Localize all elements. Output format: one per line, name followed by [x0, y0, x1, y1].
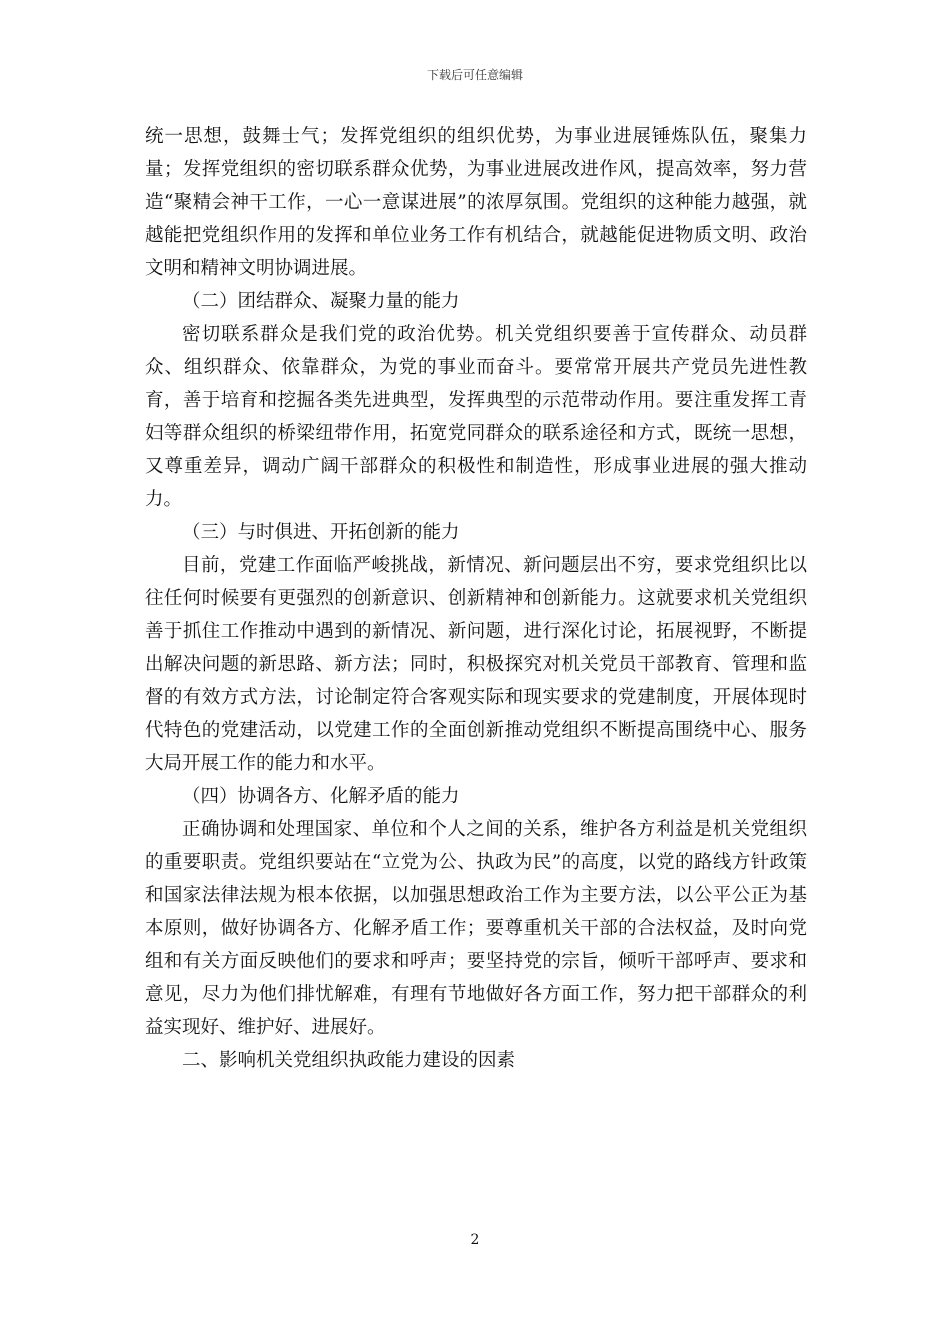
paragraph-2: 密切联系群众是我们党的政治优势。机关党组织要善于宣传群众、动员群众、组织群众、依靠群众，为党的事业而奋斗。要常常开展共产党员先进性教育，善于培育和挖掘各类先进典型，发挥典型的示范带动作用。要注重发挥工青妇等群众组织的桥梁纽带作用，拓宽党同群众的联系途径和方式，既统一思想，又尊重差异，调动广阔干部群众的积极性和制造性，形成事业进展的强大推动力。	[145, 324, 807, 510]
section-heading-4: （四）协调各方、化解矛盾的能力	[182, 786, 460, 807]
page-header: 下载后可任意编辑	[426, 68, 523, 82]
paragraph-4: 正确协调和处理国家、单位和个人之间的关系，维护各方利益是机关党组织的重要职责。党组织要站在“立党为公、执政为民”的高度，以党的路线方针政策和国家法律法规为根本依据，以加强思想政治工作为主要方法，以公平公正为基本原则，做好协调各方、化解矛盾工作；要尊重机关干部的合法权益，及时向党组和有关方面反映他们的要求和呼声；要坚持党的宗旨，倾听干部呼声、要求和意见，尽力为他们排忧解难，有理有节地做好各方面工作，努力把干部群众的利益实现好、维护好、进展好。	[145, 819, 807, 1038]
paragraph-3: 目前，党建工作面临严峻挑战，新情况、新问题层出不穷，要求党组织比以往任何时候要有更强烈的创新意识、创新精神和创新能力。这就要求机关党组织善于抓住工作推动中遇到的新情况、新问题，进行深化讨论，拓展视野，不断提出解决问题的新思路、新方法；同时，积极探究对机关党员干部教育、管理和监督的有效方式方法，讨论制定符合客观实际和现实要求的党建制度，开展体现时代特色的党建活动，以党建工作的全面创新推动党组织不断提高围绕中心、服务大局开展工作的能力和水平。	[145, 555, 807, 774]
paragraph-1: 统一思想，鼓舞士气；发挥党组织的组织优势，为事业进展锤炼队伍，聚集力量；发挥党组织的密切联系群众优势，为事业进展改进作风，提高效率，努力营造“聚精会神干工作，一心一意谋进展”的浓厚氛围。党组织的这种能力越强，就越能把党组织作用的发挥和单位业务工作有机结合，就越能促进物质文明、政治文明和精神文明协调进展。	[145, 126, 807, 279]
section-heading-3: （三）与时俱进、开拓创新的能力	[182, 522, 460, 543]
chapter-heading-2: 二、影响机关党组织执政能力建设的因素	[182, 1050, 516, 1071]
page-number: 2	[470, 1232, 480, 1248]
section-heading-2: （二）团结群众、凝聚力量的能力	[182, 291, 460, 312]
document-body	[145, 120, 807, 1077]
